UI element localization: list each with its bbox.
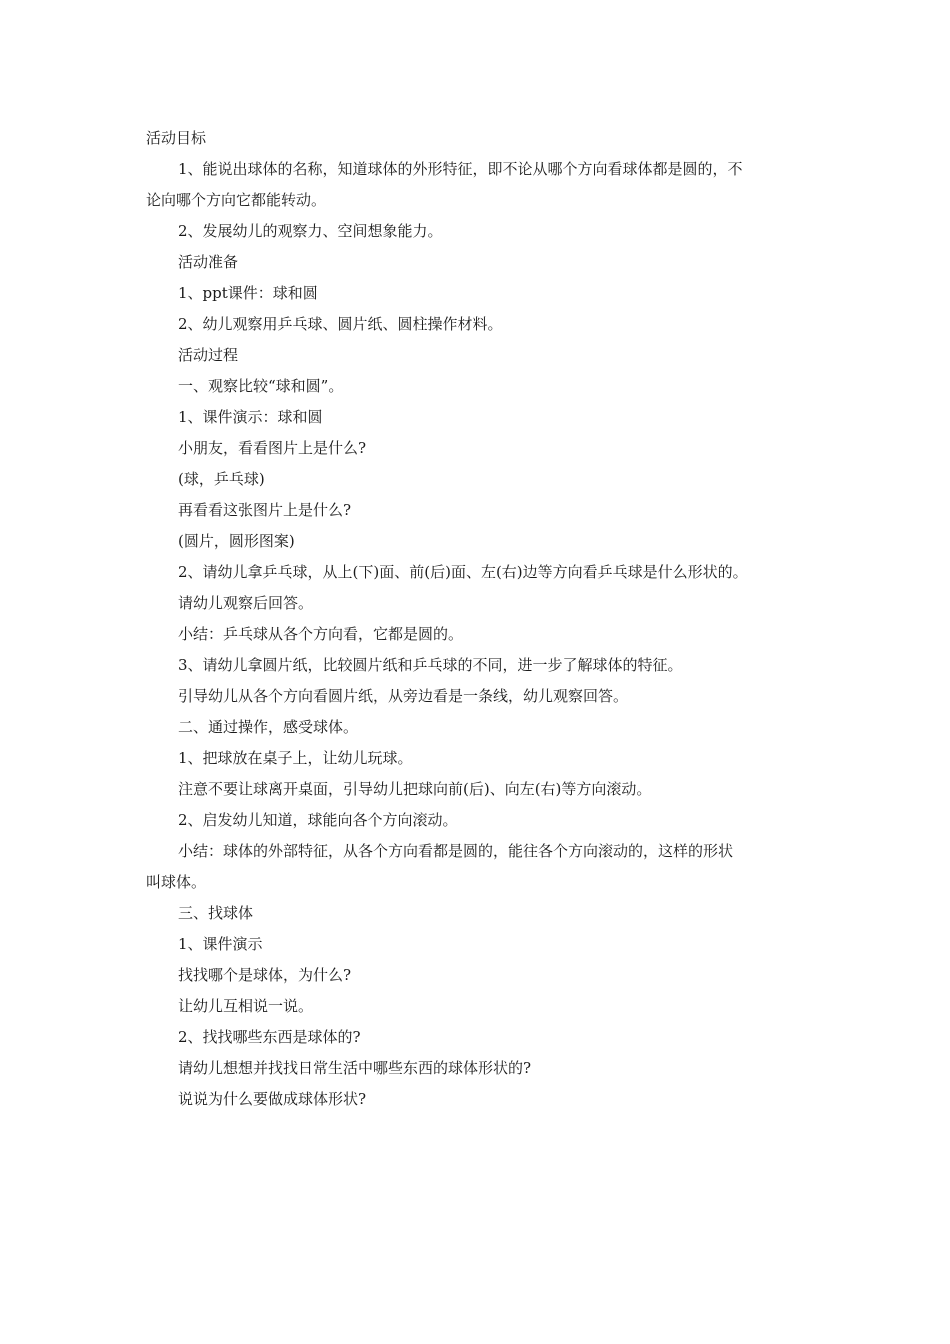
summary-2-line-2: 叫球体。 [146, 873, 207, 891]
section-2-title: 二、通过操作，感受球体。 [178, 718, 359, 736]
step-3-1: 1、课件演示 [178, 935, 263, 953]
heading-activity-goals: 活动目标 [146, 129, 207, 147]
answer-2: (圆片，圆形图案) [178, 532, 295, 550]
step-2-1: 1、把球放在桌子上，让幼儿玩球。 [178, 749, 413, 767]
prep-1: 1、ppt课件：球和圆 [178, 284, 318, 302]
question-1: 小朋友，看看图片上是什么? [178, 439, 367, 457]
answer-1: (球，乒乓球) [178, 470, 265, 488]
summary-2-line-1: 小结：球体的外部特征，从各个方向看都是圆的，能往各个方向滚动的，这样的形状 [178, 842, 734, 860]
heading-activity-prep: 活动准备 [178, 253, 239, 271]
section-1-title: 一、观察比较“球和圆”。 [178, 377, 344, 395]
step-3-2-note: 请幼儿想想并找找日常生活中哪些东西的球体形状的? [178, 1059, 532, 1077]
goal-1-line-2: 论向哪个方向它都能转动。 [146, 191, 327, 209]
step-3-2: 2、找找哪些东西是球体的? [178, 1028, 361, 1046]
step-1-3-note: 引导幼儿从各个方向看圆片纸，从旁边看是一条线，幼儿观察回答。 [178, 687, 629, 705]
summary-1: 小结：乒乓球从各个方向看，它都是圆的。 [178, 625, 464, 643]
step-1-3: 3、请幼儿拿圆片纸，比较圆片纸和乒乓球的不同，进一步了解球体的特征。 [178, 656, 683, 674]
step-1-2: 2、请幼儿拿乒乓球，从上(下)面、前(后)面、左(右)边等方向看乒乓球是什么形状的。 [178, 563, 748, 581]
prep-2: 2、幼儿观察用乒乓球、圆片纸、圆柱操作材料。 [178, 315, 503, 333]
goal-1-line-1: 1、能说出球体的名称，知道球体的外形特征，即不论从哪个方向看球体都是圆的，不 [178, 160, 743, 178]
step-2-2: 2、启发幼儿知道，球能向各个方向滚动。 [178, 811, 458, 829]
section-3-title: 三、找球体 [178, 904, 254, 922]
heading-activity-process: 活动过程 [178, 346, 239, 364]
step-3-2-question: 说说为什么要做成球体形状? [178, 1090, 367, 1108]
goal-2: 2、发展幼儿的观察力、空间想象能力。 [178, 222, 443, 240]
step-1-1: 1、课件演示：球和圆 [178, 408, 323, 426]
step-2-1-note: 注意不要让球离开桌面，引导幼儿把球向前(后)、向左(右)等方向滚动。 [178, 780, 652, 798]
question-2: 再看看这张图片上是什么? [178, 501, 352, 519]
step-3-1-note: 让幼儿互相说一说。 [178, 997, 314, 1015]
step-3-1-question: 找找哪个是球体，为什么? [178, 966, 352, 984]
step-1-2-note: 请幼儿观察后回答。 [178, 594, 314, 612]
